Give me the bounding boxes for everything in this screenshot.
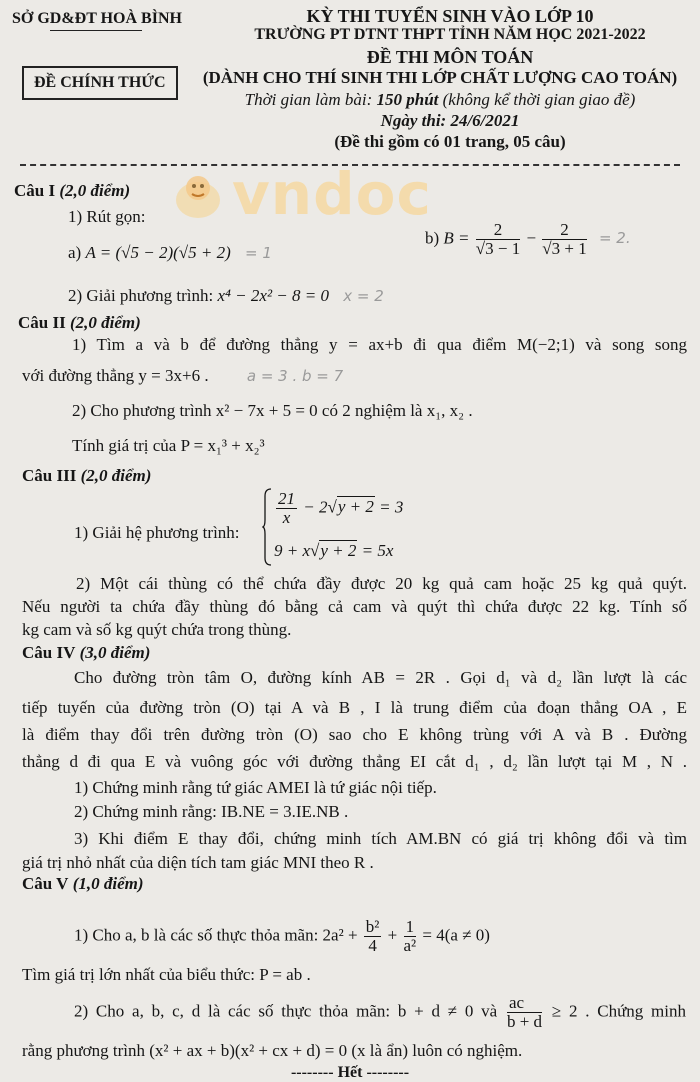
q5-p1-plus: + [387, 925, 398, 945]
q5-p2-den: b + d [506, 1012, 543, 1031]
system-brace [262, 488, 272, 566]
page-count: (Đề thi gồm có 01 trang, 05 câu) [334, 132, 566, 151]
q3-eq2-start: 9 + x [274, 541, 311, 560]
q2-part1-line2 [22, 366, 343, 386]
watermark-text: vndoc [232, 160, 432, 228]
q1-b-den2: √3 + 1 [542, 239, 587, 258]
exam-date: Ngày thi: 24/6/2021 [380, 111, 520, 130]
time-value: 150 phút [376, 90, 439, 109]
q4-sub1: 1) Chứng minh rằng tứ giác AMEI là tứ giác nội tiếp. [74, 778, 437, 797]
subject-title: ĐỀ THI MÔN TOÁN [366, 47, 534, 67]
q2-part2: 2) Cho phương trình x² − 7x + 5 = 0 có 2 nghiệm là x₁, x₂ . [72, 401, 473, 420]
q1-part2-expr: x⁴ − 2x² − 8 = 0 [217, 286, 329, 305]
q5-part1 [74, 918, 490, 955]
q5-part2-line1 [74, 994, 686, 1031]
q1-a-handwritten: = 1 [245, 244, 272, 262]
target-audience: (DÀNH CHO THÍ SINH THI LỚP CHẤT LƯỢNG CAO TOÁN) [202, 68, 678, 87]
q3-eq1-den: x [282, 508, 291, 527]
q2-part3: Tính giá trị của P = x₁³ + x₂³ [72, 436, 265, 455]
department-name: SỞ GD&ĐT HOÀ BÌNH [12, 10, 182, 27]
q1-part2 [68, 286, 384, 306]
q1-a-label: a) [68, 243, 82, 262]
q4-sub3-line1: 3) Khi điểm E thay đổi, chứng minh tích AM.BN có giá trị không đổi và tìm [74, 829, 687, 848]
q5-p1-den1: 4 [368, 936, 377, 955]
q4-line2: tiếp tuyến của đường tròn (O) tại A và B , I là trung điểm của đoạn thẳng OA , E [22, 698, 687, 717]
end-marker: -------- Hết -------- [290, 1064, 410, 1081]
q1-b-label: b) [425, 228, 440, 248]
q2-title: Câu II [18, 313, 66, 332]
q2-points: (2,0 điểm) [69, 313, 141, 332]
q3-title: Câu III [22, 466, 77, 485]
q1-part2-handwritten: x = 2 [343, 287, 384, 305]
q4-line1: Cho đường tròn tâm O, đường kính AB = 2R . Gọi d₁ và d₂ lần lượt là các [74, 668, 687, 687]
q5-part2-line2: rằng phương trình (x² + ax + b)(x² + cx + d) = 0 (x là ẩn) luôn có nghiệm. [22, 1041, 523, 1060]
q5-p1-end: = 4(a ≠ 0) [422, 925, 490, 945]
q1-b-den1: √3 − 1 [475, 239, 521, 258]
q1-b-minus: − [526, 228, 537, 248]
q5-part1-ask: Tìm giá trị lớn nhất của biểu thức: P = ab . [22, 965, 311, 984]
q1-b [425, 221, 631, 258]
exam-title: KỲ THI TUYỂN SINH VÀO LỚP 10 [306, 6, 594, 26]
q3-eq1-num: 21 [278, 489, 295, 508]
q4-heading [22, 643, 150, 663]
q4-title: Câu IV [22, 643, 76, 662]
q3-eq2-radicand: y + 2 [320, 541, 357, 560]
q3-equation1: $\frac{21}{x}$ − 2√y + 2 = 3 [278, 489, 404, 527]
q1-points: (2,0 điểm) [59, 181, 131, 200]
q5-p1-num1: b² [365, 917, 380, 936]
q3-equation2: 9 + x√y + 2 = 5x [274, 541, 394, 560]
q5-title: Câu V [22, 874, 69, 893]
q2-heading [18, 313, 141, 333]
q5-p1-num2: 1 [404, 918, 417, 937]
q1-b-num1: 2 [476, 221, 520, 240]
q5-p2-start: 2) Cho a, b, c, d là các số thực thỏa mãn: b + d ≠ 0 và [74, 1001, 498, 1021]
q1-part2-label: 2) Giải phương trình: [68, 286, 214, 305]
q2-part1-handwritten: a = 3 . b = 7 [246, 367, 344, 385]
q1-b-lhs: B = [443, 228, 470, 248]
q5-p2-end: ≥ 2 . Chứng minh [551, 1001, 687, 1021]
q3-eq1-radicand: y + 2 [337, 497, 374, 517]
q3-part2-line3: kg cam và số kg quýt chứa trong thùng. [22, 620, 292, 639]
q3-eq1-end: = 3 [379, 497, 404, 517]
q5-heading [22, 874, 144, 894]
q1-heading [14, 181, 130, 201]
q1-part1: 1) Rút gọn: [68, 207, 146, 226]
q1-a [68, 243, 272, 263]
q3-eq1-minus: − 2 [303, 497, 328, 517]
q1-title: Câu I [14, 181, 56, 200]
q3-points: (2,0 điểm) [80, 466, 152, 485]
school-year: TRƯỜNG PT DTNT THPT TỈNH NĂM HỌC 2021-2022 [254, 26, 646, 43]
q4-points: (3,0 điểm) [79, 643, 151, 662]
q5-p1-den2: a² [403, 936, 417, 955]
watermark-mascot-icon [168, 168, 228, 222]
q5-p1-start: 1) Cho a, b là các số thực thỏa mãn: 2a² + [74, 925, 358, 945]
q4-sub3-line2: giá trị nhỏ nhất của diện tích tam giác MNI theo R . [22, 853, 374, 872]
q3-heading [22, 466, 151, 486]
q1-b-num2: 2 [542, 221, 586, 240]
q3-part2-line2: Nếu người ta chứa đầy thùng đó bằng cả cam và quýt thì chứa được 22 kg. Tính số [22, 597, 687, 616]
q5-points: (1,0 điểm) [72, 874, 144, 893]
official-badge: ĐỀ CHÍNH THỨC [22, 66, 178, 100]
q2-part1-line1: 1) Tìm a và b để đường thẳng y = ax+b đi qua điểm M(−2;1) và song song [72, 335, 687, 354]
q5-p2-num: ac [507, 994, 542, 1013]
q1-a-expr: A = (√5 − 2)(√5 + 2) [85, 243, 231, 262]
time-label: Thời gian làm bài: [244, 90, 373, 109]
q4-line3: là điểm thay đổi trên đường tròn (O) sao cho E không trùng với A và B . Đường [22, 725, 687, 744]
q2-part1-text: với đường thẳng y = 3x+6 . [22, 366, 209, 385]
time-info [200, 90, 680, 110]
q4-line4: thẳng d đi qua E và vuông góc với đường thẳng EI cắt d₁ , d₂ lần lượt tại M , N . [22, 752, 687, 771]
q3-part2-line1: 2) Một cái thùng có thể chứa đầy được 20 kg quả cam hoặc 25 kg quả quýt. [76, 574, 687, 593]
dept-underline [50, 30, 142, 31]
q3-part1: 1) Giải hệ phương trình: [74, 523, 240, 542]
q4-sub2: 2) Chứng minh rằng: IB.NE = 3.IE.NB . [74, 802, 349, 821]
q3-eq2-end: = 5x [361, 541, 394, 560]
time-note: (không kể thời gian giao đề) [442, 90, 636, 109]
q1-b-handwritten: = 2. [598, 229, 631, 248]
